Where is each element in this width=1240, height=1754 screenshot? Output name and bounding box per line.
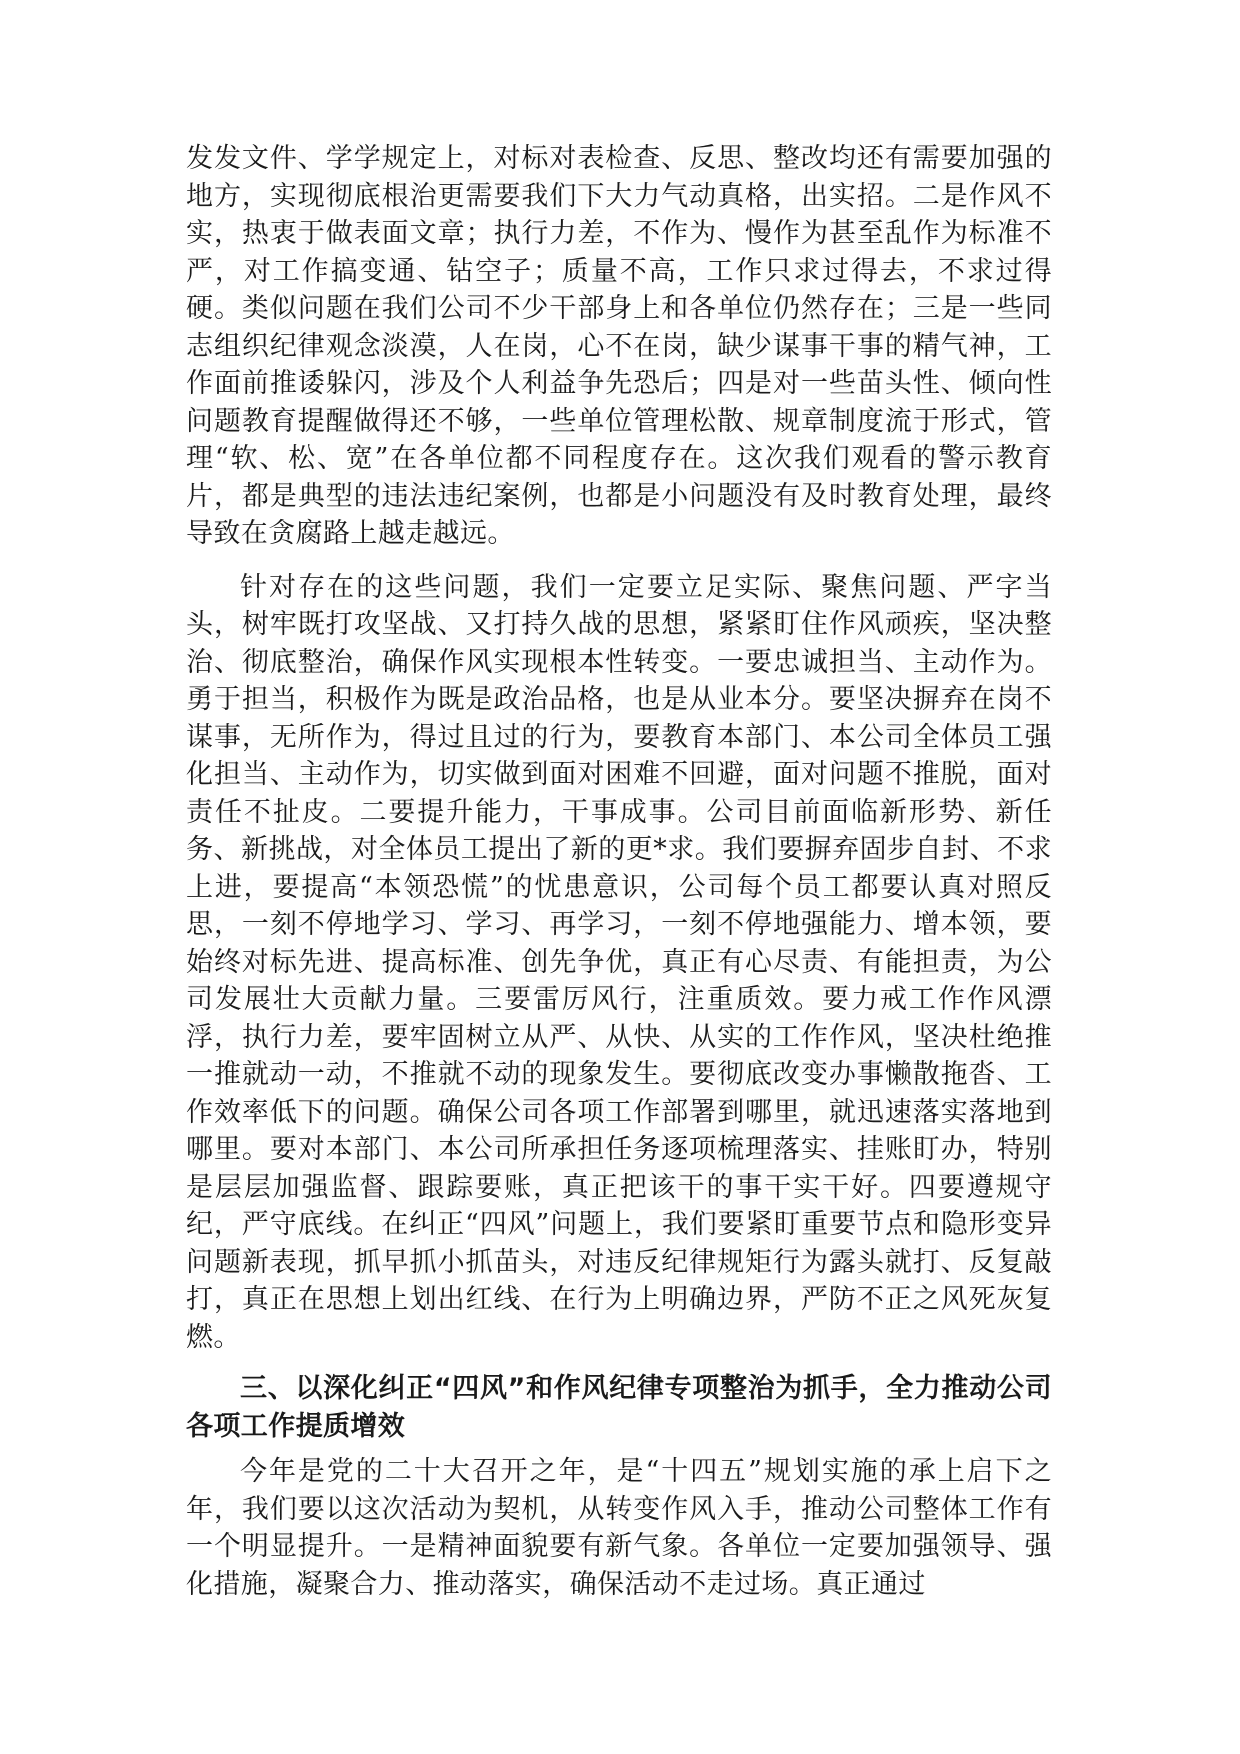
- section-heading: 三、以深化纠正“四风”和作风纪律专项整治为抓手，全力推动公司各项工作提质增效: [186, 1373, 1052, 1442]
- body-paragraph: 针对存在的这些问题，我们一定要立足实际、聚焦问题、严字当头，树牢既打攻坚战、又打持久战的思想，紧紧盯住作风顽疾，坚决整治、彻底整治，确保作风实现根本性转变。一要忠诚担当、主动作为。勇于担当，积极作为既是政治品格，也是从业本分。要坚决摒弃在岗不谋事，无所作为，得过且过的行为，要教育本部门、本公司全体员工强化担当、主动作为，切实做到面对困难不回避，面对问题不推脱，面对责任不扯皮。二要提升能力，干事成事。公司目前面临新形势、新任务、新挑战，对全体员工提出了新的更*求。我们要摒弃固步自封、不求上进，要提高“本领恐慌”的忧患意识，公司每个员工都要认真对照反思，一刻不停地学习、学习、再学习，一刻不停地强能力、增本领，要始终对标先进、提高标准、创先争优，真正有心尽责、有能担责，为公司发展壮大贡献力量。三要雷厉风行，注重质效。要力戒工作作风漂浮，执行力差，要牢固树立从严、从快、从实的工作作风，坚决杜绝推一推就动一动，不推就不动的现象发生。要彻底改变办事懒散拖沓、工作效率低下的问题。确保公司各项工作部署到哪里，就迅速落实落地到哪里。要对本部门、本公司所承担任务逐项梳理落实、挂账盯办，特别是层层加强监督、跟踪要账，真正把该干的事干实干好。四要遵规守纪，严守底线。在纠正“四风”问题上，我们要紧盯重要节点和隐形变异问题新表现，抓早抓小抓苗头，对违反纪律规矩行为露头就打、反复敲打，真正在思想上划出红线、在行为上明确边界，严防不正之风死灰复燃。: [186, 571, 1052, 1353]
- body-paragraph-continued: 发发文件、学学规定上，对标对表检查、反思、整改均还有需要加强的地方，实现彻底根治更需要我们下大力气动真格，出实招。二是作风不实，热衷于做表面文章；执行力差，不作为、慢作为甚至乱作为标准不严，对工作搞变通、钻空子；质量不高，工作只求过得去，不求过得硬。类似问题在我们公司不少干部身上和各单位仍然存在；三是一些同志组织纪律观念淡漠，人在岗，心不在岗，缺少谋事干事的精气神，工作面前推诿躲闪，涉及个人利益争先恐后；四是对一些苗头性、倾向性问题教育提醒做得还不够，一些单位管理松散、规章制度流于形式，管理“软、松、宽”在各单位都不同程度存在。这次我们观看的警示教育片，都是典型的违法违纪案例，也都是小问题没有及时教育处理，最终导致在贪腐路上越走越远。: [186, 143, 1052, 549]
- document-page: [186, 140, 1052, 1603]
- body-paragraph: 今年是党的二十大召开之年，是“十四五”规划实施的承上启下之年，我们要以这次活动为契机，从转变作风入手，推动公司整体工作有一个明显提升。一是精神面貌要有新气象。各单位一定要加强领导、强化措施，凝聚合力、推动落实，确保活动不走过场。真正通过: [186, 1456, 1052, 1600]
